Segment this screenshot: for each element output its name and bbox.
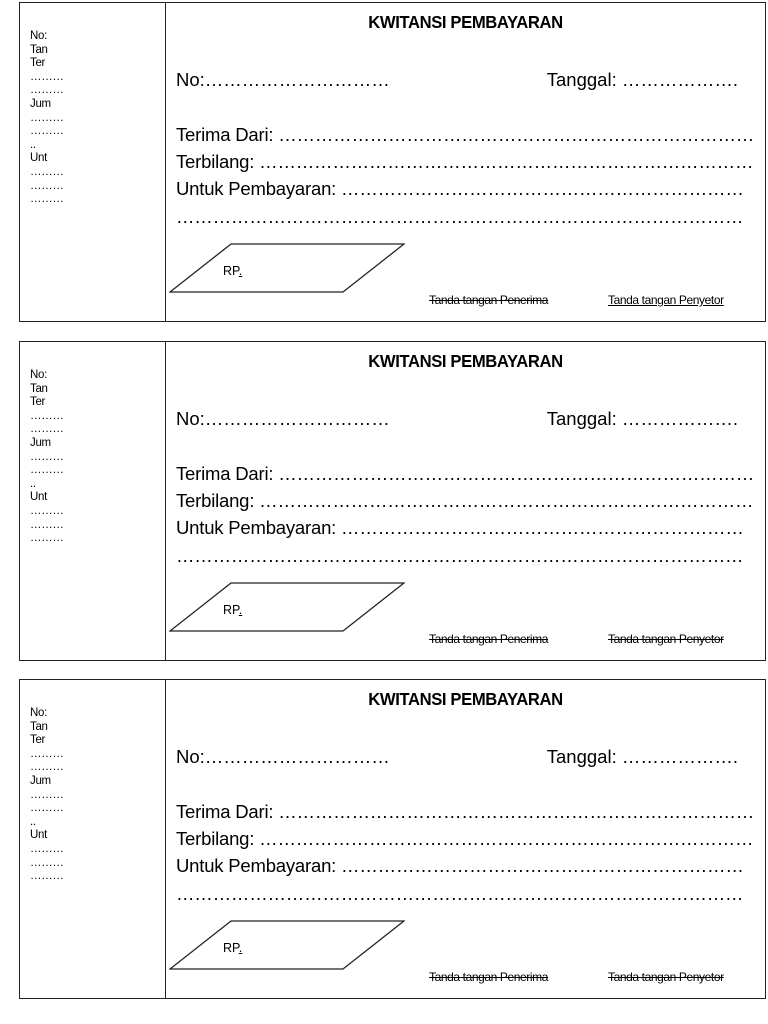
payment-for-line: Untuk Pembayaran: ………………………………………………………… bbox=[176, 178, 744, 199]
receipt-1 bbox=[19, 2, 766, 322]
receipt-number: No:………………………… bbox=[176, 746, 390, 767]
signature-payer: Tanda tangan Penyetor bbox=[608, 632, 724, 646]
received-from-line: Terima Dari: …………………………………………………………………… bbox=[176, 801, 755, 822]
stub-line: Unt bbox=[30, 491, 47, 504]
stub-line: ……… bbox=[30, 179, 64, 192]
stub-line: ……… bbox=[30, 193, 64, 206]
stub-line: No: bbox=[30, 369, 47, 381]
amount-label bbox=[223, 264, 242, 278]
stub-line: ……… bbox=[30, 409, 64, 422]
signature-payer: Tanda tangan Penyetor bbox=[608, 293, 724, 307]
amount-box bbox=[169, 920, 405, 971]
amount-in-words-line: Terbilang: ……………………………………………………………………… bbox=[176, 151, 754, 172]
amount-in-words-line: Terbilang: ……………………………………………………………………… bbox=[176, 828, 754, 849]
stub-line: No: bbox=[30, 707, 47, 719]
extra-dotted-line: ………………………………………………………………………………… bbox=[176, 545, 744, 566]
amount-currency: RP bbox=[223, 264, 239, 278]
stub-line: ……… bbox=[30, 84, 64, 97]
receipt-title: KWITANSI PEMBAYARAN bbox=[368, 351, 563, 371]
stub-line: ……… bbox=[30, 518, 64, 531]
stub-line: Unt bbox=[30, 829, 47, 842]
stub-line: ……… bbox=[30, 125, 64, 138]
amount-mark: . bbox=[238, 603, 243, 617]
amount-currency: RP bbox=[223, 941, 239, 955]
received-from-line: Terima Dari: …………………………………………………………………… bbox=[176, 124, 755, 145]
signature-receiver: Tanda tangan Penerima bbox=[429, 970, 549, 984]
receipt-date: Tanggal: ………………. bbox=[546, 746, 738, 767]
stub-line: ……… bbox=[30, 870, 64, 883]
extra-dotted-line: ………………………………………………………………………………… bbox=[176, 206, 744, 227]
stub-line: ……… bbox=[30, 165, 64, 178]
stub-line: ……… bbox=[30, 532, 64, 545]
stub-line: ……… bbox=[30, 856, 64, 869]
stub-line: Jum bbox=[30, 774, 51, 787]
received-from-line: Terima Dari: …………………………………………………………………… bbox=[176, 463, 755, 484]
amount-currency: RP bbox=[223, 603, 239, 617]
stub-line: Tan bbox=[30, 720, 48, 733]
stub-line: ……… bbox=[30, 802, 64, 815]
receipt-date: Tanggal: ………………. bbox=[546, 408, 738, 429]
receipt-title: KWITANSI PEMBAYARAN bbox=[368, 689, 563, 709]
stub-line: .. bbox=[30, 138, 36, 151]
stub-line: Ter bbox=[30, 734, 46, 747]
signature-receiver: Tanda tangan Penerima bbox=[429, 293, 549, 307]
extra-dotted-line: ………………………………………………………………………………… bbox=[176, 883, 744, 904]
stub-line: ……… bbox=[30, 788, 64, 801]
stub-line: .. bbox=[30, 477, 36, 490]
amount-label bbox=[223, 603, 242, 617]
stub-line: ……… bbox=[30, 842, 64, 855]
stub-line: Jum bbox=[30, 97, 51, 110]
receipt-stub bbox=[20, 680, 166, 998]
stub-line: ……… bbox=[30, 504, 64, 517]
receipt-number: No:………………………… bbox=[176, 69, 390, 90]
payment-for-line: Untuk Pembayaran: ………………………………………………………… bbox=[176, 855, 744, 876]
receipt-stub bbox=[20, 342, 166, 660]
stub-line: ……… bbox=[30, 747, 64, 760]
stub-line: Ter bbox=[30, 396, 46, 409]
stub-line: ……… bbox=[30, 111, 64, 124]
payment-for-line: Untuk Pembayaran: ………………………………………………………… bbox=[176, 517, 744, 538]
receipt-body bbox=[166, 342, 765, 660]
receipt-body bbox=[166, 3, 765, 321]
stub-line: ……… bbox=[30, 423, 64, 436]
amount-box bbox=[169, 582, 405, 633]
receipt-body bbox=[166, 680, 765, 998]
stub-line: ……… bbox=[30, 70, 64, 83]
signature-payer: Tanda tangan Penyetor bbox=[608, 970, 724, 984]
receipt-title: KWITANSI PEMBAYARAN bbox=[368, 12, 563, 32]
stub-line: ……… bbox=[30, 464, 64, 477]
amount-mark: . bbox=[238, 264, 243, 278]
receipt-number: No:………………………… bbox=[176, 408, 390, 429]
stub-line: Ter bbox=[30, 57, 46, 70]
stub-line: Unt bbox=[30, 152, 47, 165]
receipt-2 bbox=[19, 341, 766, 661]
stub-line: ……… bbox=[30, 761, 64, 774]
receipt-date: Tanggal: ………………. bbox=[546, 69, 738, 90]
stub-line: Tan bbox=[30, 43, 48, 56]
stub-line: Jum bbox=[30, 436, 51, 449]
amount-mark: . bbox=[238, 941, 243, 955]
receipt-stub bbox=[20, 3, 166, 321]
stub-line: .. bbox=[30, 815, 36, 828]
receipt-3 bbox=[19, 679, 766, 999]
signature-receiver: Tanda tangan Penerima bbox=[429, 632, 549, 646]
stub-line: ……… bbox=[30, 450, 64, 463]
stub-line: Tan bbox=[30, 382, 48, 395]
amount-box bbox=[169, 243, 405, 294]
amount-label bbox=[223, 941, 242, 955]
stub-line: No: bbox=[30, 30, 47, 42]
amount-in-words-line: Terbilang: ……………………………………………………………………… bbox=[176, 490, 754, 511]
